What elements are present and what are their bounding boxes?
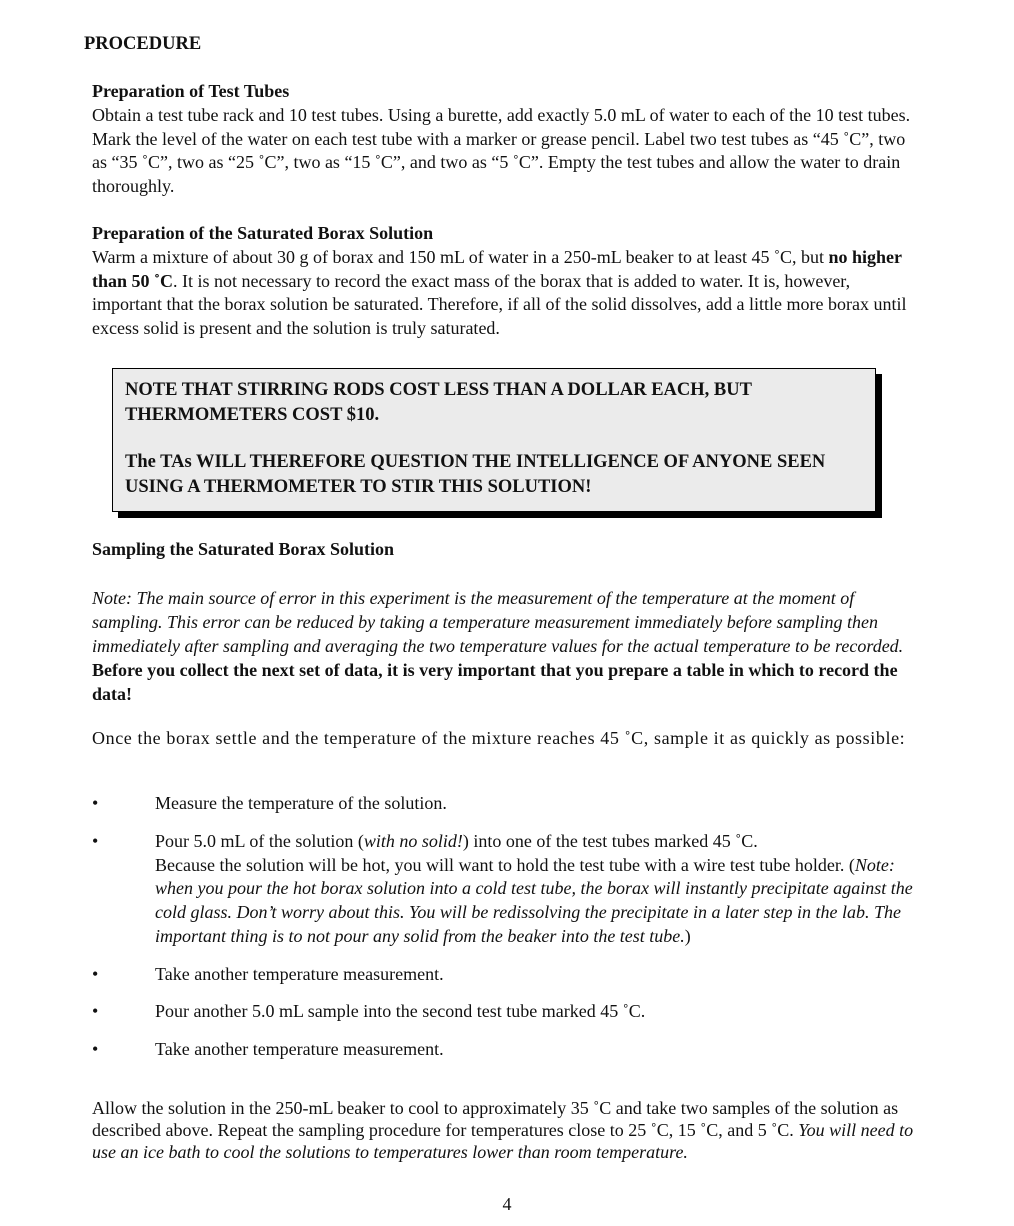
sampling-note-bold: Before you collect the next set of data, it is very important that you prepare a table in which to record the data! [92, 660, 898, 705]
step-text: Pour another 5.0 mL sample into the second test tube marked 45 ˚C. [155, 1001, 646, 1022]
prep-borax-body-bold: no higher than 50 ˚C [92, 246, 902, 291]
step-note-italic: Note: when you pour the hot borax solution into a cold test tube, the borax will instantly precipitate against the cold glass. Don’t worry about this. You will be redissolving the precipitate in a later step in the lab. The important thing is to not pour any solid from the beaker into the test tube. [155, 854, 913, 946]
prep-borax-title: Preparation of the Saturated Borax Solution [92, 223, 434, 243]
closing-text: Allow the solution in the 250-mL beaker to cool to approximately 35 ˚C and take two samples of the solution as described above. Repeat the sampling procedure for temperatures close to 25 ˚C, 15 ˚C, and 5 ˚C. [92, 1098, 899, 1140]
prep-tubes-body: Obtain a test tube rack and 10 test tubes. Using a burette, add exactly 5.0 mL of water to each of the 10 test tubes. Mark the level of the water on each test tube with a marker or grease pencil. Label two test tubes as “45 ˚C”, two as “35 ˚C”, two as “25 ˚C”, two as “15 ˚C”, and two as “5 ˚C”. Empty the test tubes and allow the water to drain thoroughly. [92, 104, 911, 196]
sampling-steps-list [92, 792, 922, 1076]
section-sampling [92, 538, 922, 562]
list-item [92, 1038, 922, 1062]
step-text: Measure the temperature of the solution. [155, 793, 447, 813]
step-text-end: ) [684, 925, 691, 946]
sampling-note-italic: Note: The main source of error in this experiment is the measurement of the temperature at the moment of sampling. This error can be reduced by taking a temperature measurement immediately before sampling then immediately after sampling and averaging the two temperature values for the actual temperature to be recorded. [92, 588, 904, 657]
page-number: 4 [502, 1194, 512, 1214]
list-item [92, 792, 922, 816]
bullet-icon: • [92, 830, 99, 851]
step-text-c: Because the solution will be hot, you will want to hold the test tube with a wire test tube holder. ( [155, 854, 855, 875]
prep-borax-body-b: . It is not necessary to record the exact mass of the borax that is added to water. It is, however, important that the borax solution be saturated. Therefore, if all of the solid dissolves, add a little more borax until excess solid is present and the solution is truly saturated. [92, 270, 907, 338]
prep-borax-body-a: Warm a mixture of about 30 g of borax and 150 mL of water in a 250-mL beaker to at least 45 ˚C, but [92, 246, 829, 267]
bullet-icon: • [92, 1001, 99, 1022]
notice-line-2: The TAs WILL THEREFORE QUESTION THE INTELLIGENCE OF ANYONE SEEN USING A THERMOMETER TO STIR THIS SOLUTION! [125, 451, 826, 497]
bullet-icon: • [92, 793, 99, 813]
step-text-b: ) into one of the test tubes marked 45 ˚C. [462, 830, 758, 851]
section-prep-borax [92, 222, 922, 341]
list-item [92, 830, 922, 949]
step-text: Take another temperature measurement. [155, 1039, 444, 1059]
bullet-icon: • [92, 963, 99, 984]
step-text: Take another temperature measurement. [155, 963, 444, 984]
step-text-italic: with no solid! [363, 830, 463, 851]
list-item [92, 1000, 922, 1024]
sampling-note [92, 586, 922, 707]
sampling-intro: Once the borax settle and the temperature of the mixture reaches 45 ˚C, sample it as quickly as possible: [92, 728, 906, 748]
sampling-title: Sampling the Saturated Borax Solution [92, 539, 395, 559]
prep-tubes-title: Preparation of Test Tubes [92, 81, 290, 101]
prep-borax-body [92, 246, 922, 341]
closing-paragraph [92, 1098, 922, 1164]
list-item [92, 963, 922, 987]
step-text-a: Pour 5.0 mL of the solution ( [155, 830, 364, 851]
procedure-heading: PROCEDURE [84, 34, 202, 54]
closing-italic: You will need to use an ice bath to cool the solutions to temperatures lower than room temperature. [92, 1119, 914, 1162]
notice-line-1: NOTE THAT STIRRING RODS COST LESS THAN A DOLLAR EACH, BUT THERMOMETERS COST $10. [125, 380, 752, 425]
bullet-icon: • [92, 1039, 99, 1059]
warning-notice-box [112, 368, 876, 512]
section-prep-tubes [92, 80, 922, 199]
